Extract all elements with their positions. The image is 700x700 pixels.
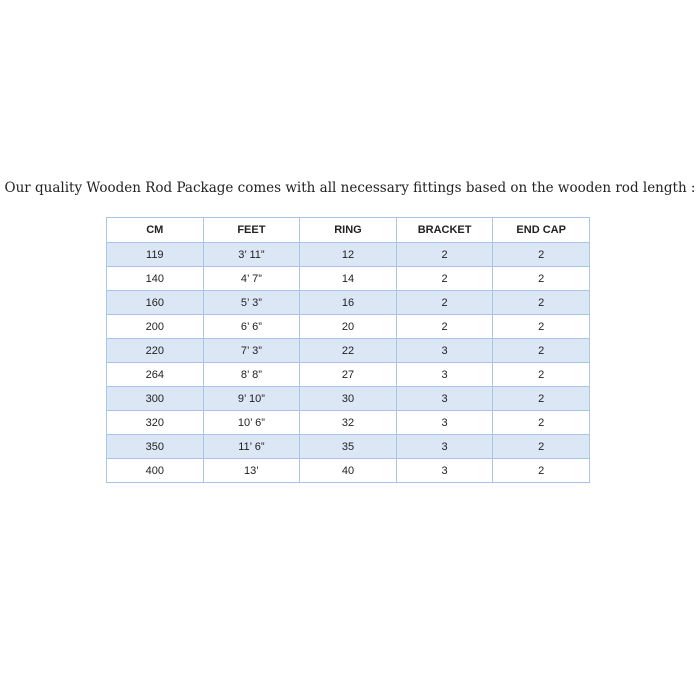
cell-bracket: 2 (396, 243, 493, 267)
size-table (106, 217, 590, 483)
cell-bracket: 2 (396, 315, 493, 339)
cell-ring: 40 (300, 459, 397, 483)
table-row (107, 243, 590, 267)
cell-ring: 12 (300, 243, 397, 267)
cell-feet: 10’ 6” (203, 411, 300, 435)
cell-cm: 320 (107, 411, 204, 435)
cell-feet: 4’ 7” (203, 267, 300, 291)
cell-feet: 5’ 3” (203, 291, 300, 315)
cell-ring: 20 (300, 315, 397, 339)
table-row (107, 315, 590, 339)
cell-ring: 35 (300, 435, 397, 459)
table-row (107, 459, 590, 483)
cell-ring: 27 (300, 363, 397, 387)
table-row (107, 363, 590, 387)
cell-feet: 7’ 3” (203, 339, 300, 363)
cell-cm: 300 (107, 387, 204, 411)
cell-end-cap: 2 (493, 267, 590, 291)
cell-end-cap: 2 (493, 315, 590, 339)
cell-feet: 3’ 11” (203, 243, 300, 267)
cell-ring: 22 (300, 339, 397, 363)
cell-feet: 8’ 8” (203, 363, 300, 387)
cell-end-cap: 2 (493, 291, 590, 315)
cell-cm: 119 (107, 243, 204, 267)
cell-cm: 220 (107, 339, 204, 363)
cell-bracket: 3 (396, 459, 493, 483)
header-cm: CM (107, 218, 204, 243)
table-row (107, 291, 590, 315)
cell-end-cap: 2 (493, 435, 590, 459)
header-bracket: BRACKET (396, 218, 493, 243)
cell-bracket: 3 (396, 435, 493, 459)
cell-cm: 350 (107, 435, 204, 459)
cell-bracket: 3 (396, 339, 493, 363)
cell-cm: 140 (107, 267, 204, 291)
table-row (107, 411, 590, 435)
cell-bracket: 2 (396, 267, 493, 291)
table-row (107, 339, 590, 363)
cell-cm: 400 (107, 459, 204, 483)
cell-bracket: 3 (396, 363, 493, 387)
cell-cm: 160 (107, 291, 204, 315)
cell-feet: 6’ 6” (203, 315, 300, 339)
cell-bracket: 2 (396, 291, 493, 315)
cell-end-cap: 2 (493, 459, 590, 483)
cell-bracket: 3 (396, 411, 493, 435)
cell-feet: 11’ 6” (203, 435, 300, 459)
header-end-cap: END CAP (493, 218, 590, 243)
cell-cm: 200 (107, 315, 204, 339)
table-header-row (107, 218, 590, 243)
intro-text: Our quality Wooden Rod Package comes with all necessary fittings based on the wooden rod length : (4, 180, 696, 196)
cell-feet: 9’ 10” (203, 387, 300, 411)
cell-end-cap: 2 (493, 411, 590, 435)
table-row (107, 387, 590, 411)
cell-ring: 14 (300, 267, 397, 291)
cell-end-cap: 2 (493, 363, 590, 387)
cell-bracket: 3 (396, 387, 493, 411)
cell-ring: 30 (300, 387, 397, 411)
header-ring: RING (300, 218, 397, 243)
cell-ring: 32 (300, 411, 397, 435)
cell-end-cap: 2 (493, 387, 590, 411)
cell-feet: 13’ (203, 459, 300, 483)
table-row (107, 435, 590, 459)
table-row (107, 267, 590, 291)
cell-end-cap: 2 (493, 339, 590, 363)
size-table-container (106, 217, 590, 483)
cell-ring: 16 (300, 291, 397, 315)
cell-end-cap: 2 (493, 243, 590, 267)
cell-cm: 264 (107, 363, 204, 387)
header-feet: FEET (203, 218, 300, 243)
